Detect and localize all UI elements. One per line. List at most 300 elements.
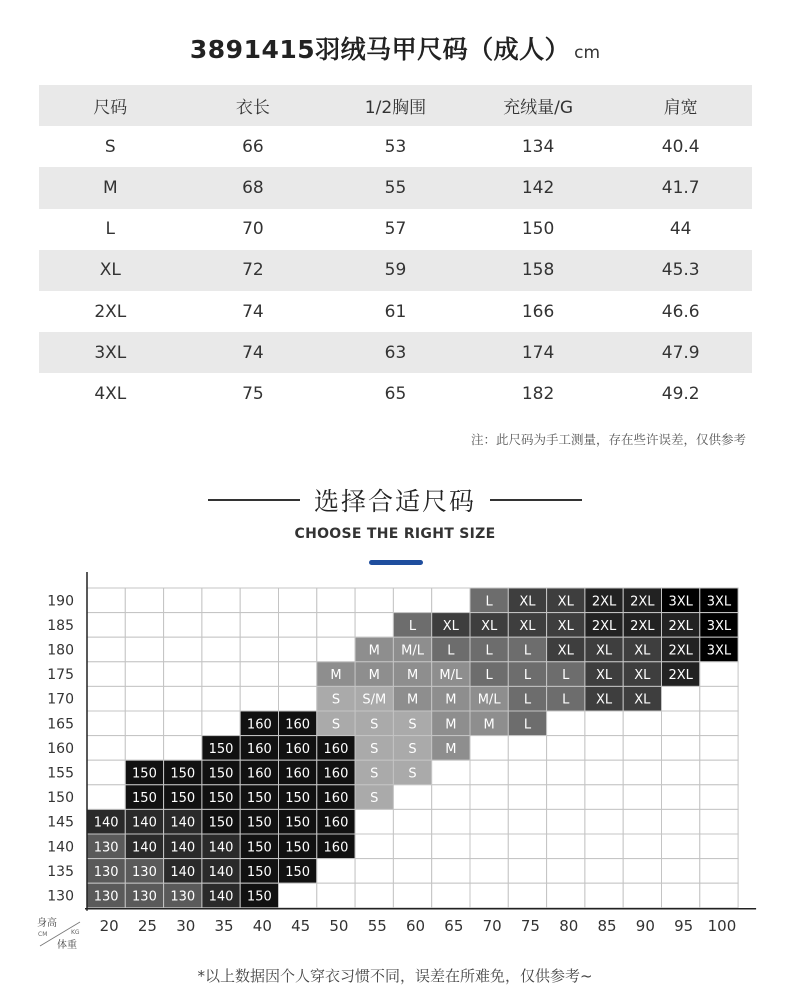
grid-cell-size: 160 <box>246 717 272 733</box>
grid-cell-size: 150 <box>246 840 272 856</box>
table-cell: 75 <box>242 383 264 404</box>
grid-cell-size: XL <box>634 668 651 684</box>
grid-cell <box>393 883 431 908</box>
grid-cell-size: L <box>485 643 493 659</box>
grid-cell <box>164 662 202 687</box>
table-cell: 45.3 <box>609 250 752 291</box>
grid-cell <box>355 859 393 884</box>
grid-cell-size: 130 <box>132 864 157 880</box>
table-cell: 40.4 <box>661 136 700 157</box>
grid-cell <box>700 883 738 908</box>
grid-cell <box>279 588 317 613</box>
x-tick-label: 100 <box>707 916 737 935</box>
grid-cell-size: L <box>447 643 455 659</box>
grid-cell-size: 130 <box>93 840 119 856</box>
grid-cell-size: 2XL <box>630 618 655 634</box>
table-cell: 70 <box>242 219 264 240</box>
grid-cell-size: 160 <box>285 741 311 757</box>
grid-cell-size: S <box>331 692 341 708</box>
table-cell: 59 <box>324 250 467 291</box>
grid-cell <box>125 736 163 761</box>
x-tick-label: 25 <box>137 916 157 935</box>
grid-cell <box>470 834 508 859</box>
grid-cell-size: 140 <box>93 815 119 831</box>
y-tick-label: 175 <box>47 667 74 684</box>
x-tick-label: 60 <box>406 916 426 935</box>
grid-cell <box>700 859 738 884</box>
grid-cell-size: M/L <box>439 668 463 684</box>
grid-cell-size: 140 <box>170 864 196 880</box>
grid-cell-size: XL <box>634 643 651 659</box>
x-tick-label: 50 <box>329 916 349 935</box>
y-tick-label: 160 <box>47 740 74 757</box>
grid-cell <box>279 637 317 662</box>
grid-cell-size: 130 <box>132 889 157 905</box>
grid-cell-size: L <box>523 717 532 733</box>
table-cell: 44 <box>669 219 692 240</box>
grid-cell <box>125 637 163 662</box>
grid-cell <box>87 686 125 711</box>
grid-cell <box>355 883 393 908</box>
x-tick-label: 20 <box>99 916 119 935</box>
table-cell: 57 <box>384 219 407 240</box>
grid-cell-size: 140 <box>208 840 234 856</box>
grid-cell <box>125 662 163 687</box>
table-cell: M <box>39 167 182 208</box>
grid-cell <box>202 613 240 638</box>
grid-cell-size: 3XL <box>706 618 732 634</box>
size-table-header: 衣长 <box>182 85 325 126</box>
grid-cell-size: 150 <box>170 766 196 782</box>
grid-cell-size: 150 <box>208 815 234 831</box>
grid-cell <box>87 588 125 613</box>
grid-cell <box>393 834 431 859</box>
table-cell: 47.9 <box>609 332 752 373</box>
y-tick-label: 145 <box>47 814 74 831</box>
grid-cell <box>470 736 508 761</box>
grid-cell-size: XL <box>557 643 574 659</box>
grid-cell-size: 160 <box>323 741 349 757</box>
table-cell: 158 <box>467 250 610 291</box>
grid-cell-size: S <box>408 717 417 733</box>
table-cell: 55 <box>324 167 467 208</box>
grid-cell-size: M <box>445 692 457 708</box>
grid-cell-size: M <box>445 741 457 757</box>
grid-cell <box>202 637 240 662</box>
grid-cell-size: 3XL <box>668 594 693 610</box>
grid-cell <box>662 834 700 859</box>
grid-cell <box>585 736 623 761</box>
grid-cell-size: XL <box>519 594 536 610</box>
grid-cell-size: 2XL <box>630 594 655 610</box>
table-cell: 72 <box>182 250 325 291</box>
grid-cell-size: M <box>483 717 495 733</box>
table-cell: 49.2 <box>661 383 700 404</box>
table-cell: 2XL <box>94 301 127 322</box>
grid-cell-size: 160 <box>323 791 349 807</box>
grid-cell-size: 130 <box>93 864 119 880</box>
grid-cell-size: 160 <box>246 741 272 757</box>
x-tick-label: 40 <box>252 916 272 935</box>
grid-cell <box>547 883 585 908</box>
title-unit: cm <box>574 43 601 63</box>
grid-cell-size: 150 <box>285 791 311 807</box>
x-tick-label: 35 <box>214 916 234 935</box>
grid-cell-size: 150 <box>208 741 234 757</box>
table-cell: 74 <box>242 301 264 322</box>
grid-cell-size: 140 <box>170 815 196 831</box>
grid-cell-size: 150 <box>246 889 272 905</box>
grid-cell <box>393 785 431 810</box>
grid-cell <box>662 736 700 761</box>
grid-cell <box>470 760 508 785</box>
grid-cell <box>87 785 125 810</box>
grid-cell-size: 2XL <box>668 668 693 684</box>
grid-cell <box>125 588 163 613</box>
grid-cell <box>662 859 700 884</box>
x-tick-label: 95 <box>674 916 694 935</box>
grid-cell <box>508 809 546 834</box>
grid-cell <box>547 859 585 884</box>
grid-cell <box>623 760 661 785</box>
grid-cell-size: 160 <box>285 717 311 733</box>
grid-cell <box>470 859 508 884</box>
grid-cell-size: 2XL <box>668 618 693 634</box>
grid-cell-size: 150 <box>132 766 157 782</box>
section-title: 选择合适尺码 <box>313 487 476 516</box>
grid-cell <box>87 637 125 662</box>
grid-cell-size: S <box>370 791 379 807</box>
grid-cell <box>623 711 661 736</box>
corner-weight-unit: KG <box>71 929 80 936</box>
grid-cell <box>164 588 202 613</box>
table-cell: 174 <box>467 332 610 373</box>
grid-cell-size: XL <box>481 618 498 634</box>
grid-cell <box>508 785 546 810</box>
grid-cell <box>470 883 508 908</box>
table-cell: 65 <box>384 383 407 404</box>
grid-cell <box>585 760 623 785</box>
grid-cell-size: M <box>406 692 419 708</box>
grid-cell-size: L <box>523 692 532 708</box>
grid-cell <box>87 760 125 785</box>
grid-cell <box>432 859 470 884</box>
grid-cell <box>279 686 317 711</box>
x-tick-label: 80 <box>559 916 579 935</box>
y-tick-label: 165 <box>47 716 74 733</box>
grid-cell <box>585 859 623 884</box>
grid-cell <box>623 736 661 761</box>
grid-cell <box>317 637 355 662</box>
grid-cell <box>355 613 393 638</box>
table-cell: 63 <box>324 332 467 373</box>
x-tick-label: 55 <box>367 916 387 935</box>
grid-cell <box>202 711 240 736</box>
grid-cell-size: 2XL <box>591 618 617 634</box>
grid-cell-size: 3XL <box>706 594 732 610</box>
x-tick-label: 75 <box>520 916 540 935</box>
grid-cell-size: 150 <box>285 864 311 880</box>
grid-cell <box>700 662 738 687</box>
y-tick-label: 180 <box>47 642 74 659</box>
grid-cell <box>164 736 202 761</box>
grid-cell-size: L <box>562 668 570 684</box>
grid-cell <box>240 637 278 662</box>
grid-cell-size: 160 <box>246 766 272 782</box>
grid-cell-size: 140 <box>170 840 196 856</box>
grid-cell <box>700 809 738 834</box>
grid-cell <box>623 883 661 908</box>
corner-height-unit: CM <box>38 931 48 938</box>
x-tick-label: 30 <box>176 916 196 935</box>
grid-cell <box>662 883 700 908</box>
grid-cell <box>700 760 738 785</box>
grid-cell <box>202 588 240 613</box>
grid-cell-size: XL <box>595 692 613 708</box>
table-cell: 166 <box>521 301 555 322</box>
grid-cell <box>202 686 240 711</box>
grid-cell-size: 130 <box>170 889 196 905</box>
grid-cell-size: M/L <box>401 643 424 659</box>
grid-cell-size: 2XL <box>591 594 617 610</box>
grid-cell <box>508 883 546 908</box>
size-table-header: 尺码 <box>39 85 182 126</box>
grid-cell-size: 150 <box>246 791 272 807</box>
grid-cell-size: XL <box>634 692 651 708</box>
grid-cell <box>87 613 125 638</box>
grid-cell-size: XL <box>442 618 459 634</box>
grid-cell <box>393 859 431 884</box>
grid-cell <box>547 785 585 810</box>
grid-cell-size: 3XL <box>706 643 732 659</box>
grid-cell <box>87 662 125 687</box>
grid-cell-size: M <box>445 717 457 733</box>
x-tick-label: 70 <box>482 916 502 935</box>
table-cell: 134 <box>521 136 555 157</box>
grid-cell-size: 150 <box>132 791 157 807</box>
grid-cell <box>432 834 470 859</box>
grid-cell-size: S/M <box>362 692 387 708</box>
grid-cell-size: S <box>408 766 417 782</box>
grid-cell <box>623 834 661 859</box>
grid-cell <box>164 711 202 736</box>
grid-cell-size: XL <box>557 594 574 610</box>
grid-cell-size: 150 <box>208 791 234 807</box>
grid-cell <box>662 785 700 810</box>
grid-cell <box>317 883 355 908</box>
y-tick-label: 170 <box>47 691 74 708</box>
grid-cell-size: XL <box>519 618 536 634</box>
grid-cell-size: M/L <box>477 692 501 708</box>
grid-cell <box>240 686 278 711</box>
grid-cell-size: 140 <box>132 815 157 831</box>
size-table-header: 肩宽 <box>609 85 752 126</box>
grid-cell <box>279 883 317 908</box>
grid-cell <box>508 859 546 884</box>
grid-cell <box>279 662 317 687</box>
grid-cell <box>164 637 202 662</box>
x-tick-label: 65 <box>444 916 464 935</box>
table-cell: 182 <box>521 383 555 404</box>
grid-cell <box>432 883 470 908</box>
y-tick-label: 185 <box>47 617 74 634</box>
grid-cell-size: 150 <box>285 840 311 856</box>
x-tick-label: 45 <box>291 916 311 935</box>
grid-cell <box>700 686 738 711</box>
grid-cell-size: S <box>370 717 379 733</box>
table-cell: 61 <box>384 301 407 322</box>
table-cell: 41.7 <box>609 167 752 208</box>
grid-cell <box>700 785 738 810</box>
grid-cell-size: XL <box>557 618 574 634</box>
grid-cell <box>585 834 623 859</box>
grid-cell <box>700 711 738 736</box>
grid-cell-size: 130 <box>93 889 119 905</box>
grid-cell-size: 150 <box>285 815 311 831</box>
grid-cell-size: 150 <box>208 766 234 782</box>
grid-cell-size: L <box>408 618 417 634</box>
grid-cell-size: M <box>406 668 419 684</box>
grid-cell <box>240 662 278 687</box>
grid-cell-size: M <box>330 668 342 684</box>
grid-cell-size: L <box>523 668 532 684</box>
grid-cell <box>393 588 431 613</box>
grid-cell <box>662 686 700 711</box>
grid-cell-size: S <box>408 741 417 757</box>
grid-cell <box>700 736 738 761</box>
grid-cell <box>662 760 700 785</box>
grid-cell-size: 2XL <box>668 643 693 659</box>
grid-cell-size: 160 <box>323 840 349 856</box>
size-table-header: 1/2胸围 <box>324 85 467 126</box>
grid-cell <box>125 613 163 638</box>
y-tick-label: 155 <box>47 765 74 782</box>
grid-cell-size: XL <box>595 643 613 659</box>
footer-note: *以上数据因个人穿衣习惯不同，误差在所难免，仅供参考~ <box>197 967 593 985</box>
grid-cell <box>547 711 585 736</box>
grid-cell <box>164 613 202 638</box>
grid-cell-size: 160 <box>323 766 349 782</box>
grid-cell <box>508 760 546 785</box>
table-cell: 150 <box>521 219 555 240</box>
grid-cell <box>662 711 700 736</box>
grid-cell-size: M <box>368 643 380 659</box>
grid-cell <box>585 809 623 834</box>
grid-cell-size: 150 <box>246 864 272 880</box>
grid-cell-size: S <box>370 766 379 782</box>
title-main: 3891415羽绒马甲尺码（成人） <box>189 35 571 64</box>
grid-cell <box>355 809 393 834</box>
grid-cell <box>355 834 393 859</box>
grid-cell <box>547 760 585 785</box>
grid-cell <box>585 785 623 810</box>
grid-cell-size: 160 <box>285 766 311 782</box>
grid-cell <box>432 809 470 834</box>
y-tick-label: 150 <box>47 790 74 807</box>
grid-cell <box>547 736 585 761</box>
grid-cell-size: L <box>485 668 493 684</box>
grid-cell <box>585 711 623 736</box>
grid-cell <box>87 736 125 761</box>
grid-cell-size: 140 <box>208 889 234 905</box>
grid-cell <box>662 809 700 834</box>
grid-cell <box>508 736 546 761</box>
grid-cell <box>470 809 508 834</box>
section-subtitle: CHOOSE THE RIGHT SIZE <box>294 526 496 542</box>
y-tick-label: 190 <box>47 593 74 610</box>
corner-weight-label: 体重 <box>57 940 77 951</box>
grid-cell <box>623 859 661 884</box>
grid-cell-size: S <box>331 717 341 733</box>
grid-cell-size: L <box>485 594 493 610</box>
table-cell: XL <box>39 250 182 291</box>
grid-cell <box>470 785 508 810</box>
table-cell: 4XL <box>94 383 127 404</box>
grid-cell <box>125 686 163 711</box>
table-cell: 68 <box>182 167 325 208</box>
grid-cell-size: 140 <box>208 864 234 880</box>
grid-cell <box>125 711 163 736</box>
table-cell: 53 <box>384 136 407 157</box>
size-table-header: 充绒量/G <box>467 85 610 126</box>
grid-cell-size: S <box>370 741 379 757</box>
table-cell: L <box>105 219 116 240</box>
grid-cell <box>547 809 585 834</box>
table-cell: S <box>104 136 116 157</box>
grid-cell-size: L <box>523 643 532 659</box>
grid-cell <box>164 686 202 711</box>
grid-cell-size: 150 <box>170 791 196 807</box>
grid-cell <box>240 613 278 638</box>
table-cell: 3XL <box>39 332 182 373</box>
grid-cell <box>623 809 661 834</box>
y-tick-label: 140 <box>47 839 74 856</box>
grid-cell <box>393 809 431 834</box>
grid-cell <box>87 711 125 736</box>
grid-cell <box>700 834 738 859</box>
measurement-note: 注：此尺码为手工测量，存在些许误差，仅供参考 <box>470 432 746 447</box>
grid-cell <box>355 588 393 613</box>
grid-cell <box>508 834 546 859</box>
grid-cell-size: 140 <box>132 840 157 856</box>
grid-cell <box>547 834 585 859</box>
y-tick-label: 130 <box>47 888 74 905</box>
grid-cell <box>202 662 240 687</box>
grid-cell <box>317 613 355 638</box>
table-cell: 66 <box>242 136 264 157</box>
table-cell: 74 <box>182 332 325 373</box>
grid-cell <box>585 883 623 908</box>
grid-cell <box>317 859 355 884</box>
y-tick-label: 135 <box>47 863 74 880</box>
grid-cell-size: 160 <box>323 815 349 831</box>
grid-cell-size: 150 <box>246 815 272 831</box>
grid-cell-size: XL <box>595 668 613 684</box>
grid-cell <box>279 613 317 638</box>
table-cell: 46.6 <box>661 301 700 322</box>
grid-cell-size: L <box>562 692 570 708</box>
x-tick-label: 90 <box>635 916 655 935</box>
grid-cell <box>432 785 470 810</box>
grid-cell <box>317 588 355 613</box>
grid-cell <box>432 760 470 785</box>
corner-height-label: 身高 <box>37 918 57 929</box>
grid-cell-size: M <box>368 668 380 684</box>
grid-cell <box>240 588 278 613</box>
grid-cell <box>432 588 470 613</box>
grid-cell <box>623 785 661 810</box>
x-tick-label: 85 <box>597 916 617 935</box>
